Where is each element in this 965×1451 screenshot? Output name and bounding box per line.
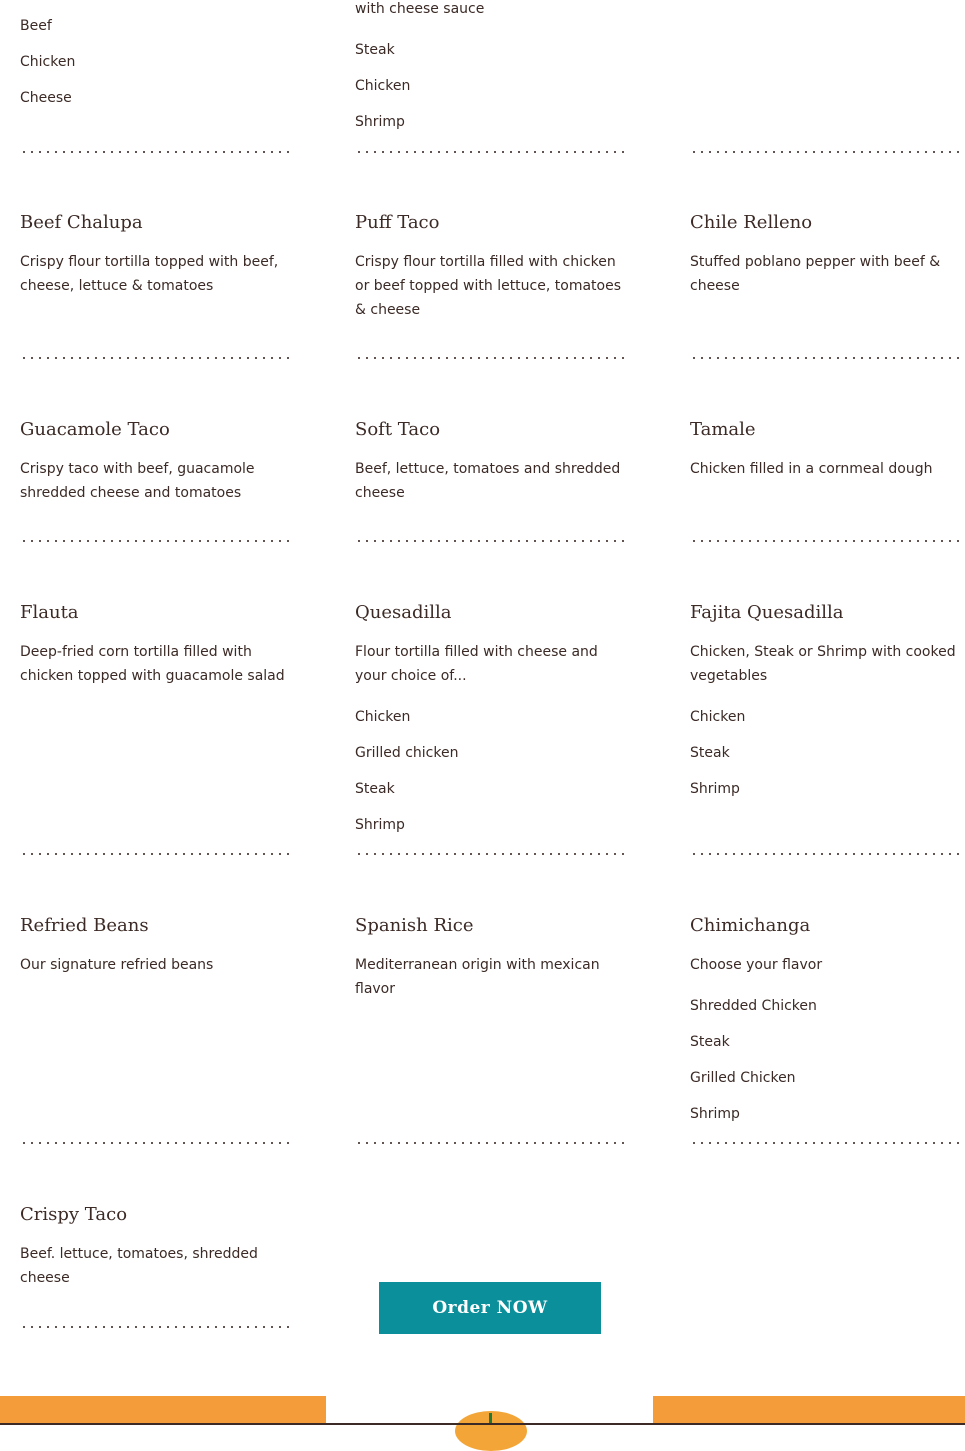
divider: [20, 540, 290, 542]
item-description: Crispy flour tortilla filled with chicken or beef topped with lettuce, tomatoes & cheese: [355, 254, 621, 318]
item-name: Refried Beans: [20, 915, 149, 936]
footer-bar-right: [653, 1396, 965, 1425]
option: Shrimp: [690, 1106, 740, 1122]
item-description: Beef. lettuce, tomatoes, shredded cheese: [20, 1246, 258, 1286]
option: Steak: [690, 745, 730, 761]
divider: [355, 1142, 625, 1144]
option: Grilled chicken: [355, 745, 459, 761]
item-description: Mediterranean origin with mexican flavor: [355, 957, 600, 997]
item-name: Tamale: [690, 419, 756, 440]
item-description: Beef, lettuce, tomatoes and shredded cheese: [355, 461, 621, 501]
item-name: Flauta: [20, 602, 79, 623]
order-now-button[interactable]: Order NOW: [379, 1282, 601, 1334]
divider: [20, 357, 290, 359]
option: Shrimp: [690, 781, 740, 797]
item-description: Flour tortilla filled with cheese and your choice of...: [355, 644, 598, 684]
item-name: Chile Relleno: [690, 212, 813, 233]
option: Shrimp: [355, 817, 405, 833]
item-description: Chicken filled in a cornmeal dough: [690, 461, 933, 477]
item-description: Crispy taco with beef, guacamole shredded cheese and tomatoes: [20, 461, 255, 501]
item-description: Deep-fried corn tortilla filled with chicken topped with guacamole salad: [20, 644, 285, 684]
divider: [690, 540, 960, 542]
item-description: Stuffed poblano pepper with beef & cheese: [690, 254, 941, 294]
option: Cheese: [20, 90, 72, 106]
divider: [20, 1142, 290, 1144]
item-description: with cheese sauce: [355, 1, 485, 17]
item-description: Choose your flavor: [690, 957, 823, 973]
item-name: Spanish Rice: [355, 915, 474, 936]
option: Steak: [355, 781, 395, 797]
option: Shredded Chicken: [690, 998, 817, 1014]
option: Chicken: [20, 54, 76, 70]
divider: [690, 853, 960, 855]
option: Grilled Chicken: [690, 1070, 796, 1086]
divider: [690, 357, 960, 359]
item-name: Fajita Quesadilla: [690, 602, 844, 623]
divider: [20, 151, 290, 153]
option: Steak: [690, 1034, 730, 1050]
item-description: Chicken, Steak or Shrimp with cooked vegetables: [690, 644, 956, 684]
option: Beef: [20, 18, 52, 34]
option: Chicken: [355, 709, 411, 725]
divider: [355, 540, 625, 542]
divider: [690, 1142, 960, 1144]
divider: [690, 151, 960, 153]
footer-bar-left: [0, 1396, 326, 1425]
option: Shrimp: [355, 114, 405, 130]
item-description: Our signature refried beans: [20, 957, 214, 973]
item-name: Chimichanga: [690, 915, 811, 936]
divider: [355, 151, 625, 153]
item-name: Soft Taco: [355, 419, 441, 440]
item-name: Guacamole Taco: [20, 419, 170, 440]
option: Steak: [355, 42, 395, 58]
item-description: Crispy flour tortilla topped with beef, cheese, lettuce & tomatoes: [20, 254, 279, 294]
item-name: Crispy Taco: [20, 1204, 128, 1225]
item-name: Beef Chalupa: [20, 212, 143, 233]
item-name: Puff Taco: [355, 212, 440, 233]
divider: [20, 853, 290, 855]
divider: [355, 853, 625, 855]
option: Chicken: [690, 709, 746, 725]
option: Chicken: [355, 78, 411, 94]
item-name: Quesadilla: [355, 602, 452, 623]
divider: [20, 1326, 290, 1328]
divider: [355, 357, 625, 359]
